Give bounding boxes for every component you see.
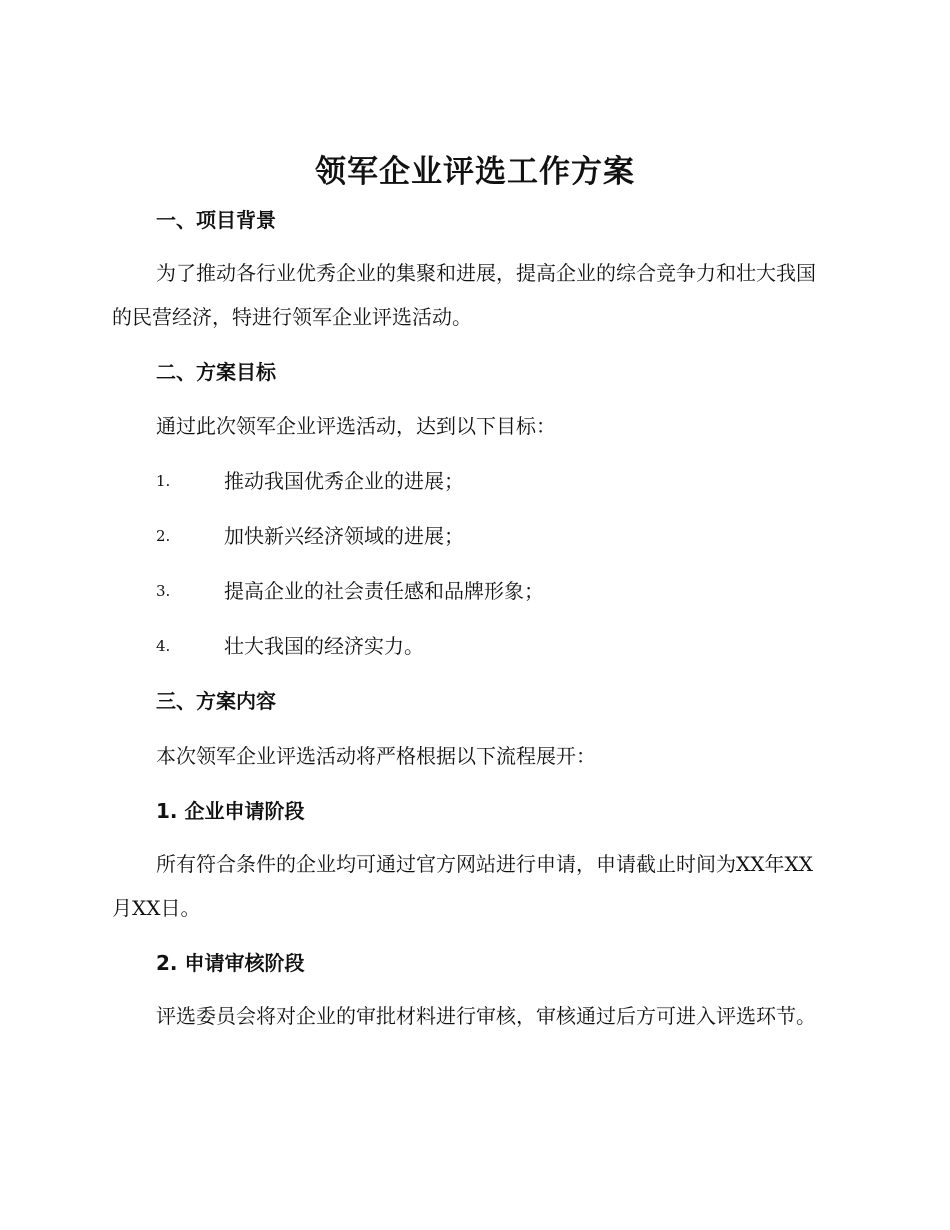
document-title: 领军企业评选工作方案: [315, 154, 635, 190]
content-intro: 本次领军企业评选活动将严格根据以下流程展开：: [156, 744, 596, 768]
list-item-text: 加快新兴经济领域的进展；: [224, 524, 464, 548]
section-heading-background: 一、项目背景: [156, 208, 276, 232]
application-paragraph: 所有符合条件的企业均可通过官方网站进行申请，申请截止时间为XX年XX月XX日。: [112, 852, 813, 920]
list-item: [156, 466, 806, 496]
list-item: [156, 521, 806, 551]
section-heading-goals: 二、方案目标: [156, 360, 276, 384]
stage-heading-review: 2. 申请审核阶段: [156, 951, 305, 975]
list-item-number: 1.: [156, 472, 171, 490]
section-heading-content: 三、方案内容: [156, 689, 276, 713]
list-item-text: 壮大我国的经济实力。: [224, 634, 424, 658]
list-item: [156, 631, 806, 661]
list-item-text: 推动我国优秀企业的进展；: [224, 469, 464, 493]
stage-heading-application: 1. 企业申请阶段: [156, 799, 305, 823]
list-item-number: 3.: [156, 582, 171, 600]
list-item-text: 提高企业的社会责任感和品牌形象；: [224, 579, 544, 603]
background-paragraph: 为了推动各行业优秀企业的集聚和进展，提高企业的综合竞争力和壮大我国的民营经济，特进行领军企业评选活动。: [112, 261, 816, 329]
list-item-number: 2.: [156, 527, 171, 545]
list-item-number: 4.: [156, 637, 171, 655]
review-paragraph: 评选委员会将对企业的审批材料进行审核，审核通过后方可进入评选环节。: [156, 1004, 816, 1028]
list-item: [156, 576, 806, 606]
goals-intro: 通过此次领军企业评选活动，达到以下目标：: [156, 414, 556, 438]
